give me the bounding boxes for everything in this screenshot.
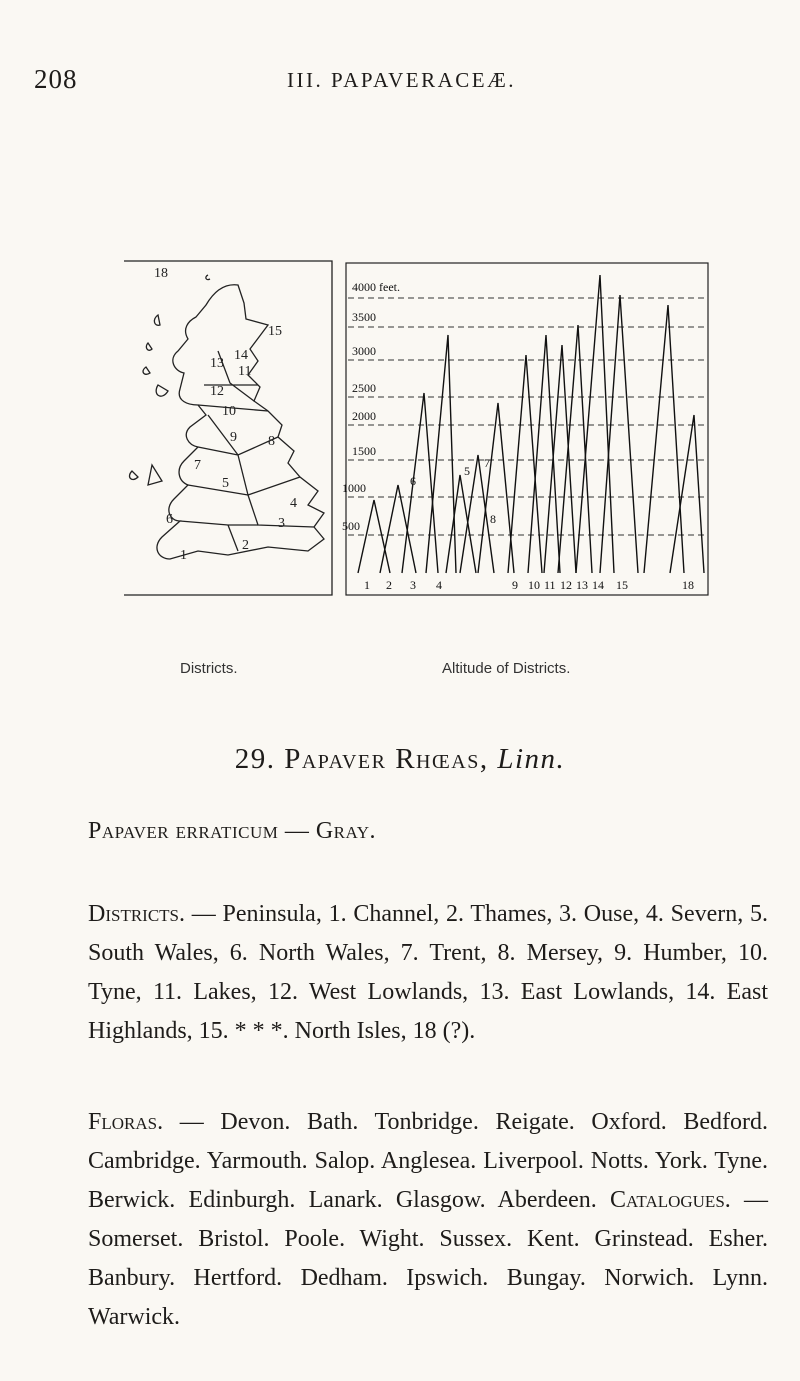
altitude-level: 2000 bbox=[352, 409, 376, 423]
map-caption: Districts. bbox=[180, 660, 238, 677]
altitude-diagram bbox=[338, 255, 720, 665]
altitude-level: 1500 bbox=[352, 444, 376, 458]
altitude-district: 13 bbox=[576, 578, 588, 592]
altitude-district: 4 bbox=[436, 578, 442, 592]
map-label: 14 bbox=[234, 348, 248, 363]
altitude-district: 2 bbox=[386, 578, 392, 592]
map-label: 9 bbox=[230, 430, 237, 445]
map-label: 2 bbox=[242, 538, 249, 553]
floras-label: Floras. bbox=[88, 1109, 164, 1135]
altitude-district: 15 bbox=[616, 578, 628, 592]
map-label: 11 bbox=[238, 364, 252, 379]
map-label: 13 bbox=[210, 356, 224, 371]
altitude-district: 14 bbox=[592, 578, 604, 592]
species-number: 29. bbox=[234, 743, 276, 775]
districts-label: Districts. bbox=[88, 901, 186, 927]
districts-map bbox=[118, 255, 338, 660]
altitude-caption: Altitude of Districts. bbox=[442, 660, 571, 677]
species-genus: Papaver bbox=[284, 743, 387, 775]
species-authority: Linn. bbox=[497, 743, 566, 775]
floras-text: — Devon. Bath. Tonbridge. Reigate. Oxford. Bedford. Cambridge. Yarmouth. Salop. Anglesea. Liverpool. Notts. York. Tyne. Berwick. Edinburgh. Lanark. Glasgow. Aberdeen. bbox=[88, 1109, 769, 1213]
map-label: 3 bbox=[278, 516, 285, 531]
altitude-district: 7 bbox=[484, 456, 490, 470]
altitude-district: 3 bbox=[410, 578, 416, 592]
synonym: Papaver erraticum — Gray. bbox=[88, 818, 376, 844]
map-label: 5 bbox=[222, 476, 229, 491]
altitude-level: 1000 bbox=[342, 481, 366, 495]
map-label: 18 bbox=[154, 266, 168, 281]
species-heading bbox=[0, 743, 800, 776]
altitude-district: 12 bbox=[560, 578, 572, 592]
map-label: 6 bbox=[166, 512, 173, 527]
map-label: 1 bbox=[180, 548, 187, 563]
altitude-district: 11 bbox=[544, 578, 556, 592]
page-header bbox=[34, 64, 769, 104]
catalogues-label: Catalogues. bbox=[610, 1187, 731, 1213]
altitude-district: 18 bbox=[682, 578, 694, 592]
species-epithet: Rhœas, bbox=[395, 743, 489, 775]
altitude-level: 4000 feet. bbox=[352, 280, 400, 294]
altitude-district: 1 bbox=[364, 578, 370, 592]
catalogues-text: — Somerset. Bristol. Poole. Wight. Sussex. Kent. Grinstead. Esher. Banbury. Hertford. Dedham. Ipswich. Bungay. Norwich. Lynn. Warwick. bbox=[88, 1187, 769, 1330]
map-label: 8 bbox=[268, 434, 275, 449]
altitude-district: 5 bbox=[464, 464, 470, 478]
map-label: 10 bbox=[222, 404, 236, 419]
altitude-level: 3000 bbox=[352, 344, 376, 358]
districts-text: — Peninsula, 1. Channel, 2. Thames, 3. Ouse, 4. Severn, 5. South Wales, 6. North Wales, 7. Trent, 8. Mersey, 9. Humber, 10. Tyne, 11. Lakes, 12. West Lowlands, 13. East Lowlands, 14. East Highlands, 15. * * *. North Isles, 18 (?). bbox=[88, 901, 768, 1044]
districts-paragraph bbox=[88, 895, 768, 1051]
altitude-district: 6 bbox=[410, 474, 416, 488]
running-title: III. PAPAVERACEÆ. bbox=[286, 68, 517, 92]
map-label: 4 bbox=[290, 496, 297, 511]
map-label: 7 bbox=[194, 458, 201, 473]
altitude-level: 3500 bbox=[352, 310, 376, 324]
altitude-district: 9 bbox=[512, 578, 518, 592]
page-number: 208 bbox=[34, 64, 78, 94]
altitude-district: 10 bbox=[528, 578, 540, 592]
map-label: 12 bbox=[210, 384, 224, 399]
map-label: 15 bbox=[268, 324, 282, 339]
altitude-district: 8 bbox=[490, 512, 496, 526]
altitude-level: 500 bbox=[342, 519, 360, 533]
floras-paragraph bbox=[88, 1103, 768, 1337]
altitude-level: 2500 bbox=[352, 381, 376, 395]
figures bbox=[0, 255, 800, 695]
